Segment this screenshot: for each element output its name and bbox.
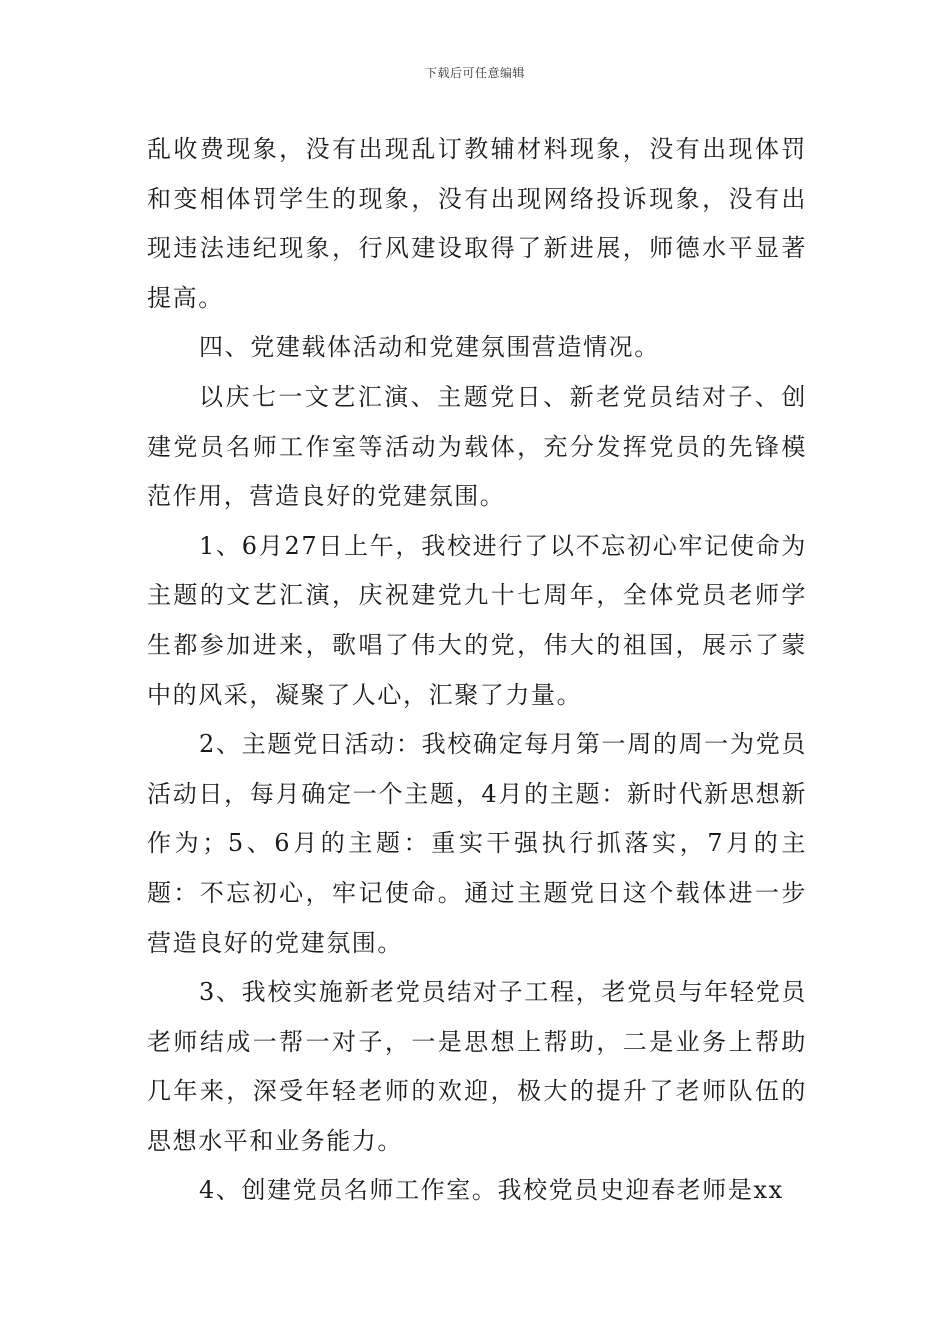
paragraph-intro: 以庆七一文艺汇演、主题党日、新老党员结对子、创建党员名师工作室等活动为载体，充分发挥党员的先锋模范作用，营造良好的党建氛围。 (147, 382, 807, 511)
list-item-2: 2、主题党日活动：我校确定每月第一周的周一为党员活动日，每月确定一个主题，4月的主题：新时代新思想新作为；5、6月的主题：重实干强执行抓落实，7月的主题：不忘初心，牢记使命。通过主题党日这个载体进一步营造良好的党建氛围。 (147, 730, 807, 957)
section-heading-4: 四、党建载体活动和党建氛围营造情况。 (199, 333, 660, 362)
list-item-4: 4、创建党员名师工作室。我校党员史迎春老师是xx (199, 1176, 784, 1205)
list-item-3: 3、我校实施新老党员结对子工程，老党员与年轻党员老师结成一帮一对子，一是思想上帮助，二是业务上帮助几年来，深受年轻老师的欢迎，极大的提升了老师队伍的思想水平和业务能力。 (147, 978, 807, 1155)
document-body (147, 125, 807, 1216)
paragraph-1: 乱收费现象，没有出现乱订教辅材料现象，没有出现体罚和变相体罚学生的现象，没有出现网络投诉现象，没有出现违法违纪现象，行风建设取得了新进展，师德水平显著提高。 (147, 135, 807, 312)
list-item-1: 1、6月27日上午，我校进行了以不忘初心牢记使命为主题的文艺汇演，庆祝建党九十七周年，全体党员老师学生都参加进来，歌唱了伟大的党，伟大的祖国，展示了蒙中的风采，凝聚了人心，汇聚了力量。 (147, 531, 807, 709)
page-header: 下载后可任意编辑 (424, 66, 525, 80)
